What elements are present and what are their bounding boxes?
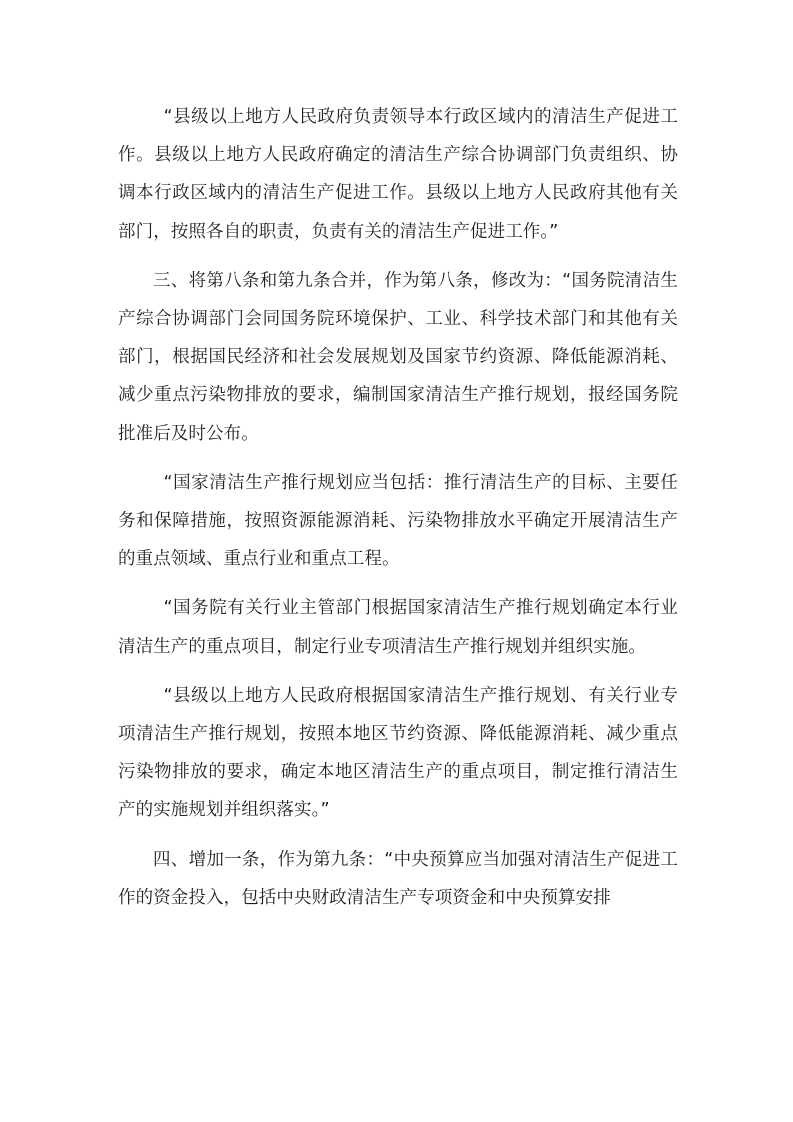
paragraph: 四、增加一条，作为第九条：“中央预算应当加强对清洁生产促进工作的资金投入，包括中央财政清洁生产专项资金和中央预算安排	[118, 849, 678, 908]
paragraph: 三、将第八条和第九条合并，作为第八条，修改为：“国务院清洁生产综合协调部门会同国务院环境保护、工业、科学技术部门和其他有关部门，根据国民经济和社会发展规划及国家节约资源、降低能源消耗、减少重点污染物排放的要求，编制国家清洁生产推行规划，报经国务院批准后及时公布。	[118, 270, 678, 444]
paragraph: “国家清洁生产推行规划应当包括：推行清洁生产的目标、主要任务和保障措施，按照资源能源消耗、污染物排放水平确定开展清洁生产的重点领域、重点行业和重点工程。	[118, 472, 678, 570]
paragraph: “县级以上地方人民政府根据国家清洁生产推行规划、有关行业专项清洁生产推行规划，按照本地区节约资源、降低能源消耗、减少重点污染物排放的要求，确定本地区清洁生产的重点项目，制定推行清洁生产的实施规划并组织落实。”	[118, 685, 678, 821]
paragraph: “县级以上地方人民政府负责领导本行政区域内的清洁生产促进工作。县级以上地方人民政府确定的清洁生产综合协调部门负责组织、协调本行政区域内的清洁生产促进工作。县级以上地方人民政府其他有关部门，按照各自的职责，负责有关的清洁生产促进工作。”	[118, 107, 678, 242]
paragraph: “国务院有关行业主管部门根据国家清洁生产推行规划确定本行业清洁生产的重点项目，制定行业专项清洁生产推行规划并组织实施。	[118, 598, 678, 657]
document-body	[118, 98, 678, 928]
